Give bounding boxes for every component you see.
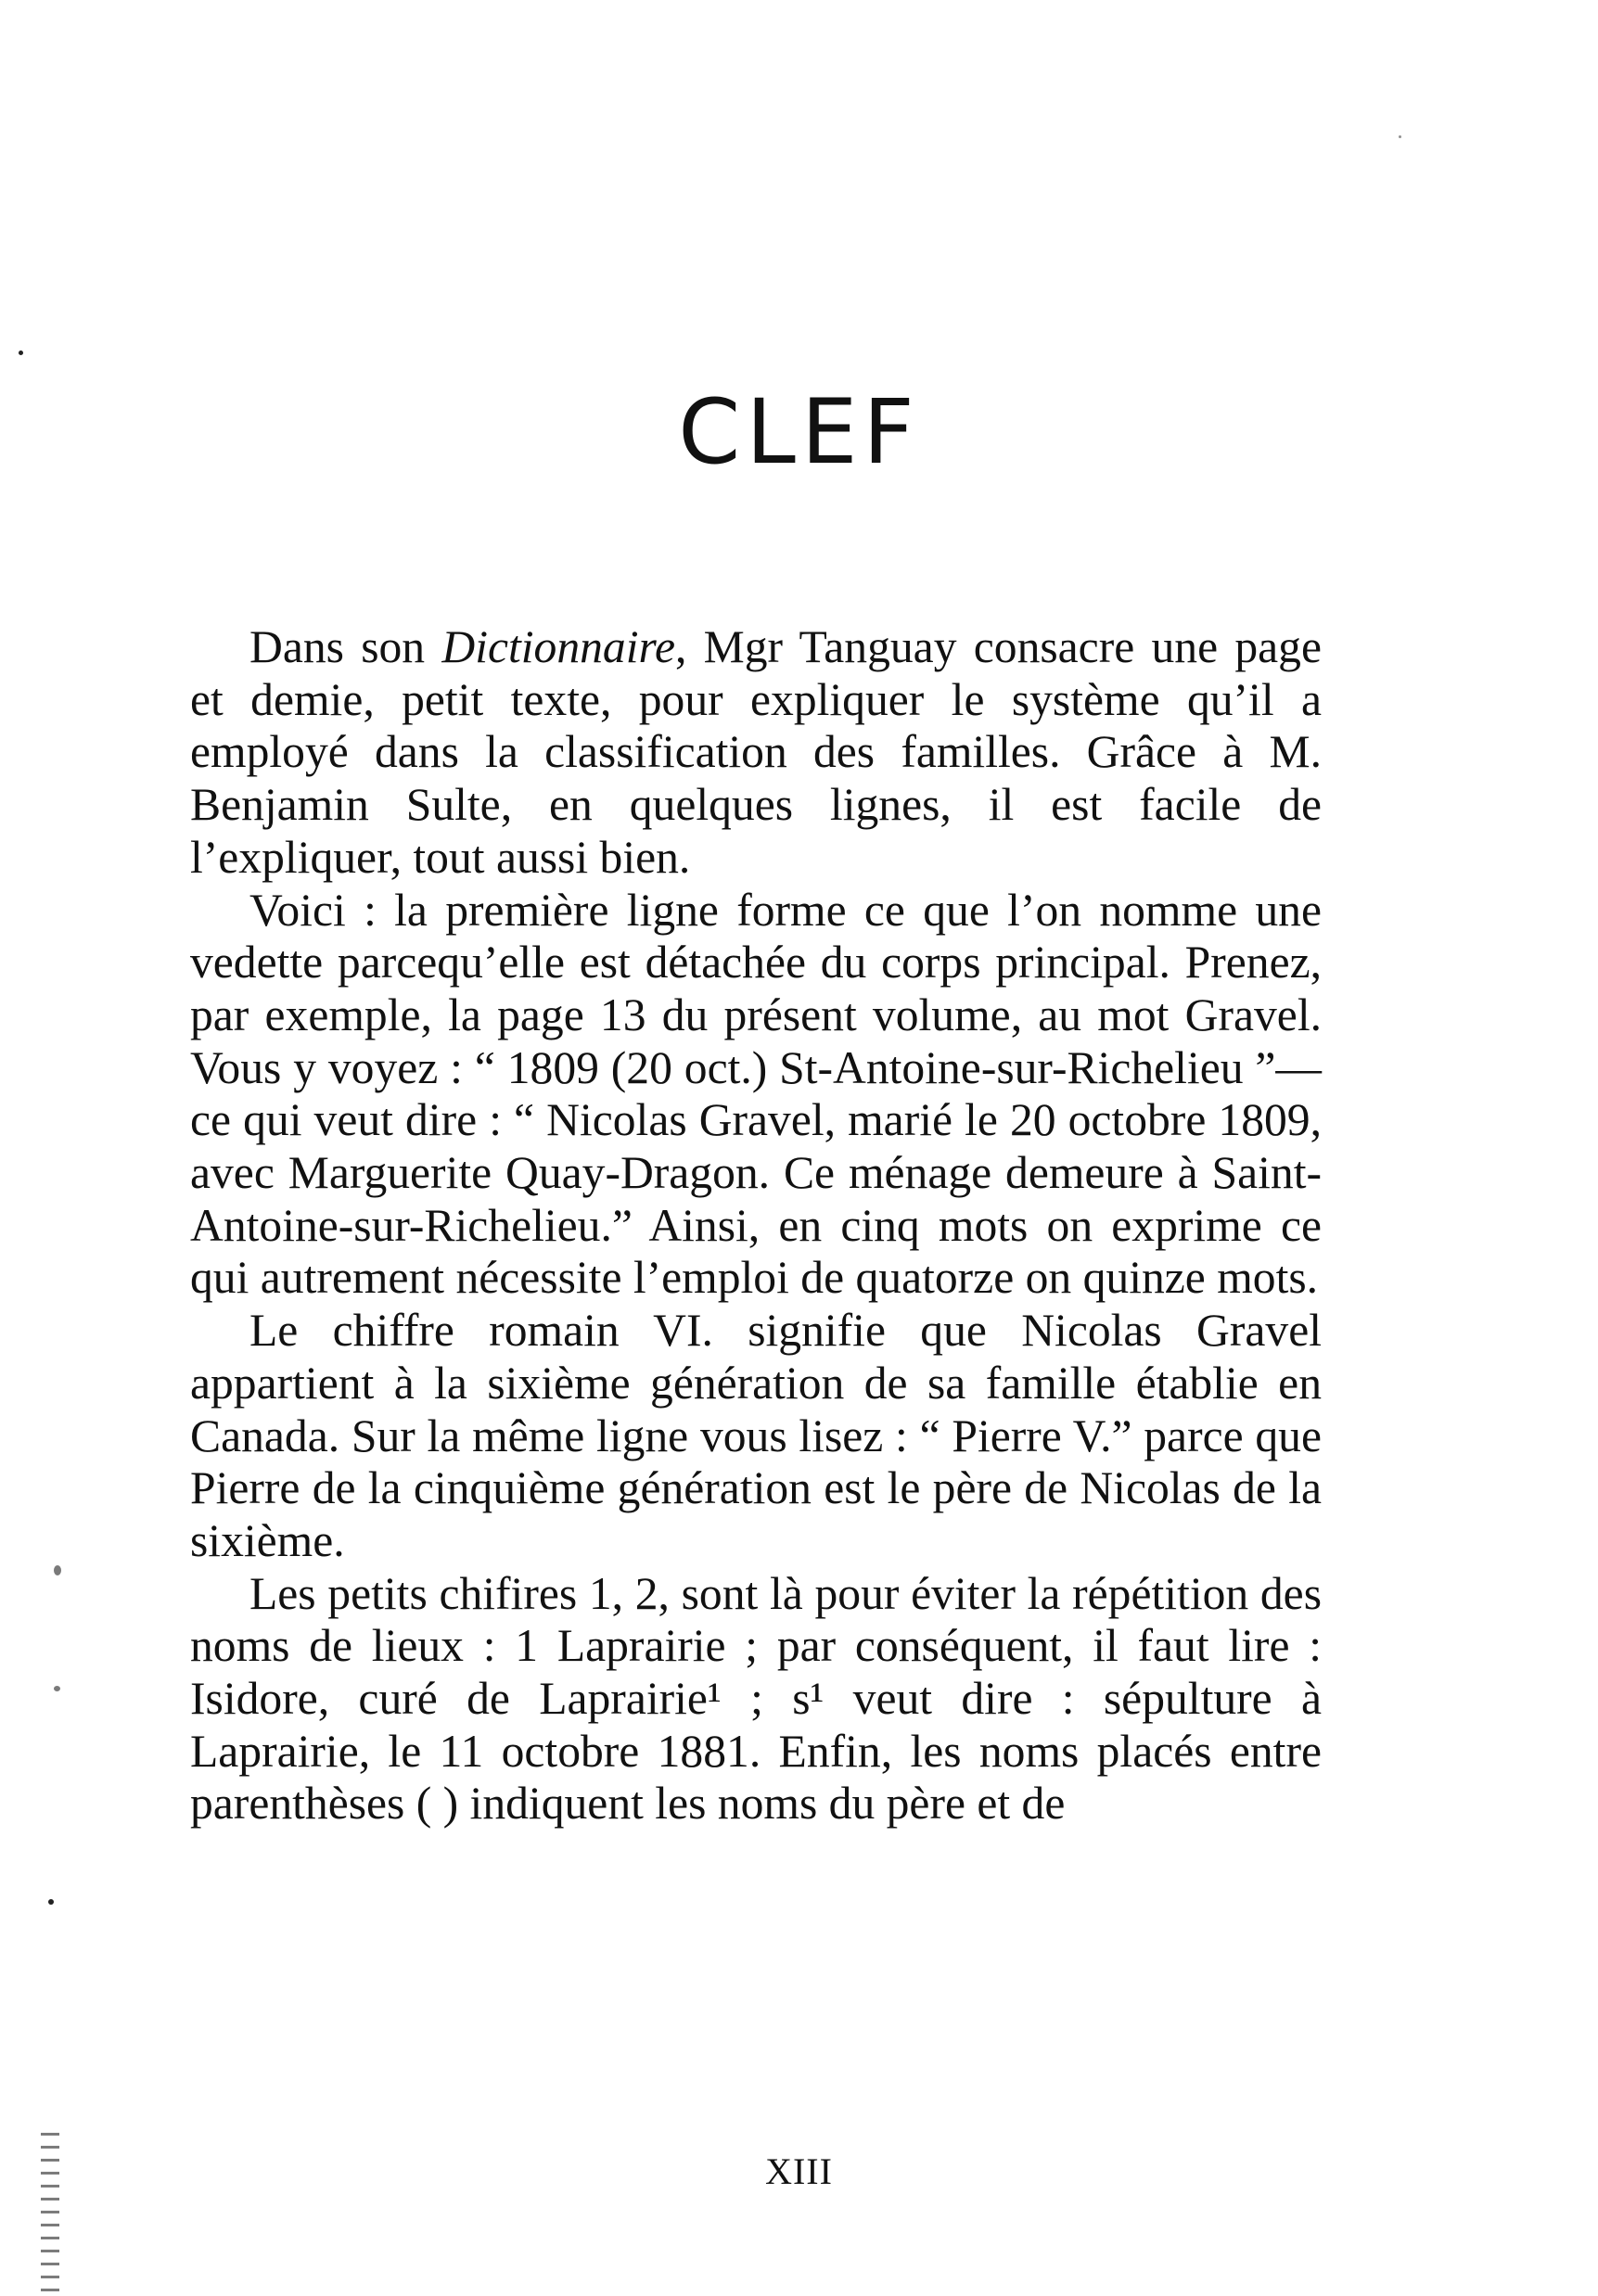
page-title: CLEF xyxy=(678,380,920,484)
paragraph-2: Voici : la première ligne forme ce que l’on nomme une vedette parcequ’elle est détachée du corps principal. Prenez, par exemple, la page 13 du présent volume, au mot Gravel. Vous y voyez : “ 1809 (20 oct.) St-Antoine-sur-Richelieu ”—ce qui veut dire : “ Nicolas Gravel, marié le 20 octobre 1809, avec Marguerite Quay-Dragon. Ce ménage demeure à Saint-Antoine-sur-Richelieu.” Ainsi, en cinq mots on exprime ce qui autrement nécessite l’emploi de quatorze on quinze mots. xyxy=(190,884,1322,1304)
page-number: XIII xyxy=(765,2150,833,2192)
scan-speck xyxy=(48,1899,54,1905)
scan-speck xyxy=(1399,135,1401,138)
paragraph-1-after: , Mgr Tanguay consacre une page et demie, petit texte, pour expliquer le système qu’il a employé dans la classification des familles. Grâce à M. Benjamin Sulte, en quelques lignes, il est facile de l’expliquer, tout aussi bien. xyxy=(190,621,1322,883)
paragraph-1 xyxy=(190,621,1322,885)
paragraph-1-before: Dans son xyxy=(249,621,442,672)
scan-edge-marks xyxy=(41,2133,59,2296)
scan-speck xyxy=(54,1565,61,1575)
scan-speck xyxy=(54,1686,60,1691)
paragraph-1-emphasis: Dictionnaire xyxy=(441,621,675,672)
body-text xyxy=(190,621,1322,1830)
paragraph-4: Les petits chifires 1, 2, sont là pour éviter la répétition des noms de lieux : 1 Laprairie ; par conséquent, il faut lire : Isidore, curé de Laprairie¹ ; s¹ veut dire : sépulture à Laprairie, le 11 octobre 1881. Enfin, les noms placés entre parenthèses ( ) indiquent les noms du père et de xyxy=(190,1567,1322,1830)
paragraph-3: Le chiffre romain VI. signifie que Nicolas Gravel appartient à la sixième génération de sa famille établie en Canada. Sur la même ligne vous lisez : “ Pierre V.” parce que Pierre de la cinquième génération est le père de Nicolas de la sixième. xyxy=(190,1305,1322,1566)
scan-speck xyxy=(19,351,23,355)
